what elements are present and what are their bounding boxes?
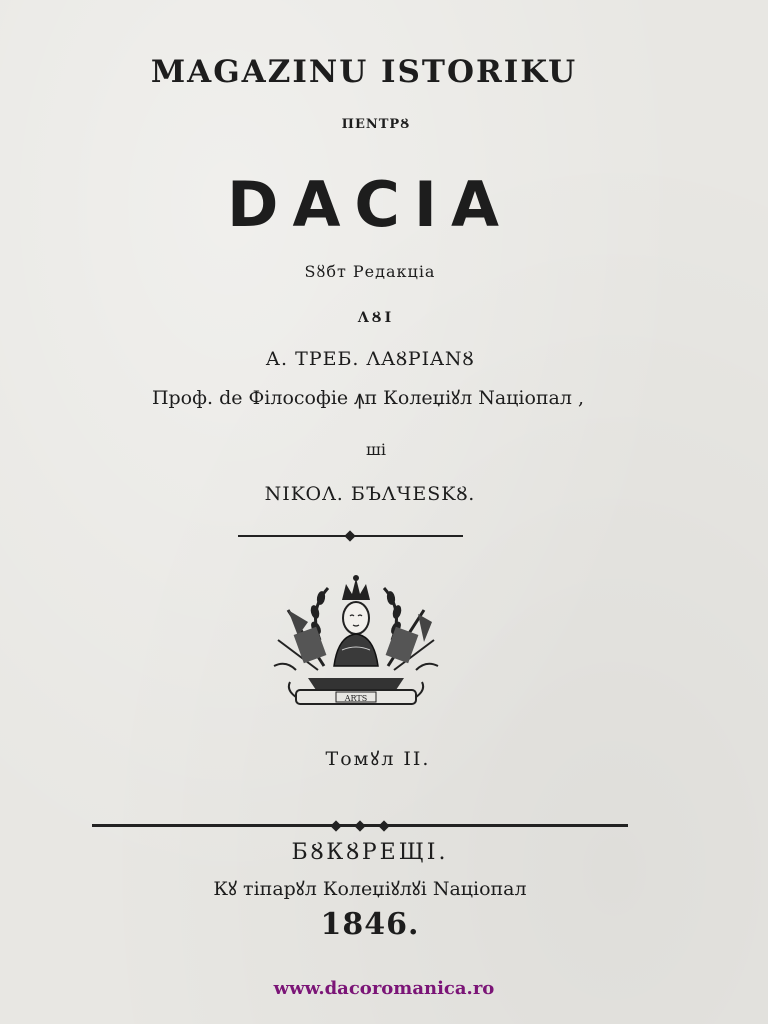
publication-year: 1846. bbox=[320, 907, 420, 942]
website-watermark: www.dacoromanica.ro bbox=[273, 978, 495, 999]
emblem-label: ARTS bbox=[344, 694, 368, 703]
arts-emblem-icon bbox=[268, 570, 444, 720]
and-word: ші bbox=[366, 440, 386, 459]
publication-city: БȢКȢРЕЩІ. bbox=[291, 840, 449, 865]
publication-title: MAGAZINU ISTORIKU bbox=[150, 54, 578, 90]
tome-number: Томꙋл II. bbox=[325, 748, 431, 770]
dacia-heading: DACIA bbox=[226, 168, 513, 241]
editor-one-title: Проф. de Філософіе ꙟп Колеџіꙋл Naціопал , bbox=[151, 387, 585, 409]
of-word: ΛȢI bbox=[357, 310, 395, 326]
editor-one-name: А. ТРЕБ. ΛΑȢΡΙΑΝȢ bbox=[265, 348, 475, 370]
ornamental-rule-top bbox=[238, 535, 463, 537]
editorship-line: Sȣбт Pедакціа bbox=[304, 262, 436, 281]
printing-press: Кꙋ тіпарꙋл Колеџіꙋлꙋі Naціопал bbox=[213, 878, 527, 900]
for-word: ПENTPȢ bbox=[341, 117, 411, 132]
editor-two-name: NIKOΛ. БЪΛЧЕSKȢ. bbox=[264, 483, 476, 505]
ornamental-rule-bottom bbox=[92, 824, 628, 827]
